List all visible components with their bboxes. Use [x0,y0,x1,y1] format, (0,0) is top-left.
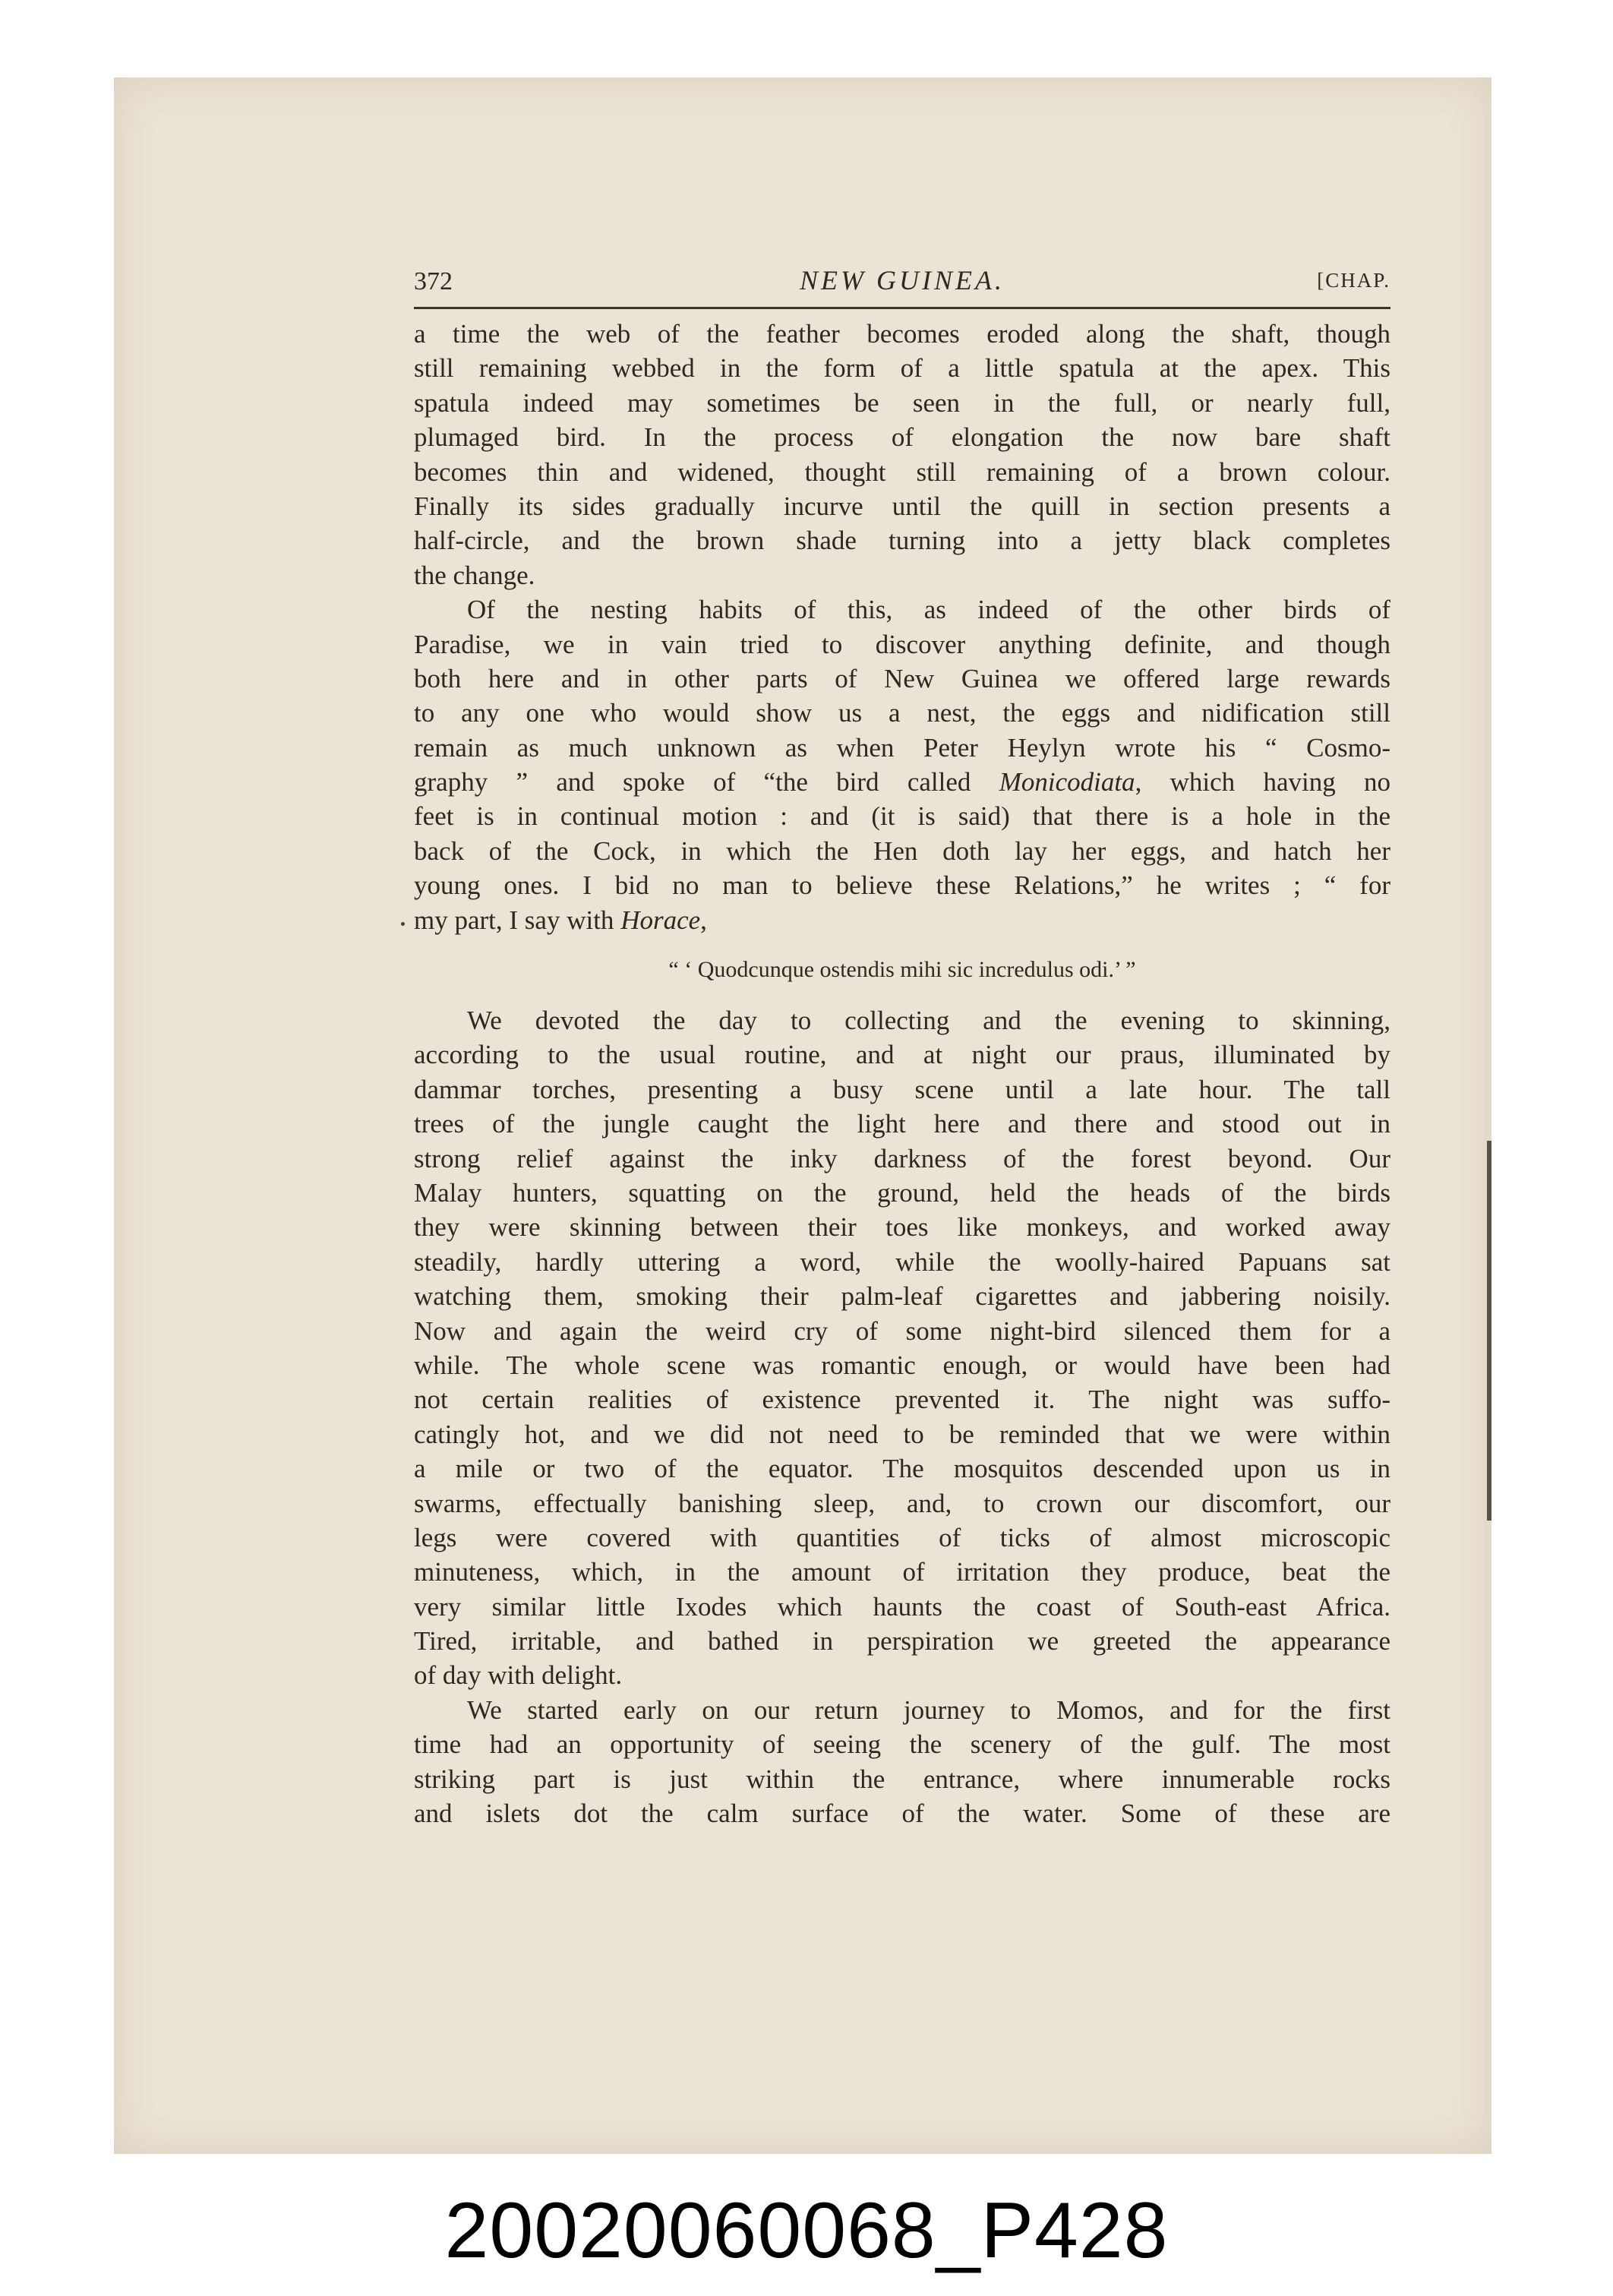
text-line: to any one who would show us a nest, the eggs and nidification still [414,698,1390,728]
italic-term: Monicodiata [999,767,1135,797]
archive-call-number: 20020060068_P428 [444,2187,1169,2275]
text-line: still remaining webbed in the form of a little spatula at the apex. This [414,353,1390,384]
text-line: watching them, smoking their palm-leaf cigarettes and jabbering noisily. [414,1281,1390,1312]
page-edge-shadow [1487,1141,1491,1521]
text-line: and islets dot the calm surface of the water. Some of these are [414,1799,1390,1829]
text-line: strong relief against the inky darkness of the forest beyond. Our [414,1143,1390,1173]
text-line: steadily, hardly uttering a word, while the woolly-haired Papuans sat [414,1246,1390,1277]
text-line: Paradise, we in vain tried to discover anything definite, and though [414,629,1390,659]
italic-term: Horace [620,905,701,935]
text-line: half-circle, and the brown shade turning into a jetty black completes [414,526,1390,556]
text-line: legs were covered with quantities of ticks of almost microscopic [414,1522,1390,1552]
text-line: a time the web of the feather becomes eroded along the shaft, though [414,319,1390,349]
text-line: while. The whole scene was romantic enough, or would have been had [414,1350,1390,1380]
text-line: not certain realities of existence prevented it. The night was suffo- [414,1385,1390,1415]
text-line: Now and again the weird cry of some night-bird silenced them for a [414,1315,1390,1346]
text-line: both here and in other parts of New Guinea we offered large rewards [414,663,1390,693]
text-line: minuteness, which, in the amount of irritation they produce, beat the [414,1557,1390,1587]
text-line: trees of the jungle caught the light here and there and stood out in [414,1109,1390,1139]
chapter-mark: [CHAP. [1317,269,1390,292]
text-line: time had an opportunity of seeing the scenery of the gulf. The most [414,1729,1390,1760]
running-title: NEW GUINEA. [800,265,1005,295]
text-line: of day with delight. [414,1660,623,1691]
text-line [414,765,1390,799]
text-line: back of the Cock, in which the Hen doth lay her eggs, and hatch her [414,835,1390,866]
text-line: We devoted the day to collecting and the evening to skinning, [467,1006,1390,1036]
body-text [414,309,1390,1830]
text-segment: , [700,905,707,935]
text-segment: , which having no [1135,767,1390,797]
text-line: swarms, effectually banishing sleep, and, to crown our discomfort, our [414,1488,1390,1518]
text-segment: graphy ” and spoke of “the bird called [414,767,999,797]
latin-quotation: “ ‘ Quodcunque ostendis mihi sic incredulus odi.’ ” [668,957,1136,983]
text-line: they were skinning between their toes like monkeys, and worked away [414,1212,1390,1243]
text-line: young ones. I bid no man to believe these Relations,” he writes ; “ for [414,870,1390,901]
text-line [414,903,1390,937]
text-line: Of the nesting habits of this, as indeed of the other birds of [467,595,1390,625]
text-line: the change. [414,560,535,590]
text-line: striking part is just within the entrance, where innumerable rocks [414,1764,1390,1794]
text-line: becomes thin and widened, thought still remaining of a brown colour. [414,456,1390,487]
text-line: We started early on our return journey to Momos, and for the first [467,1694,1390,1725]
ink-speck [401,922,405,926]
text-line: feet is in continual motion : and (it is said) that there is a hole in the [414,801,1390,832]
text-line: very similar little Ixodes which haunts the coast of South-east Africa. [414,1591,1390,1622]
text-line: Finally its sides gradually incurve until the quill in section presents a [414,491,1390,521]
text-line: remain as much unknown as when Peter Heylyn wrote his “ Cosmo- [414,732,1390,763]
text-line: dammar torches, presenting a busy scene until a late hour. The tall [414,1074,1390,1104]
running-head [414,258,1390,309]
text-line: Tired, irritable, and bathed in perspiration we greeted the appearance [414,1626,1390,1656]
text-line: a mile or two of the equator. The mosquitos descended upon us in [414,1454,1390,1484]
page-number: 372 [414,267,453,295]
text-segment: my part, I say with [414,905,621,935]
scanned-page [114,77,1491,2154]
text-line: catingly hot, and we did not need to be reminded that we were within [414,1419,1390,1449]
text-line: Malay hunters, squatting on the ground, held the heads of the birds [414,1177,1390,1208]
text-line: plumaged bird. In the process of elongation the now bare shaft [414,422,1390,453]
text-line: according to the usual routine, and at night our praus, illuminated by [414,1040,1390,1070]
text-block [414,258,1390,1830]
text-line: spatula indeed may sometimes be seen in the full, or nearly full, [414,387,1390,418]
